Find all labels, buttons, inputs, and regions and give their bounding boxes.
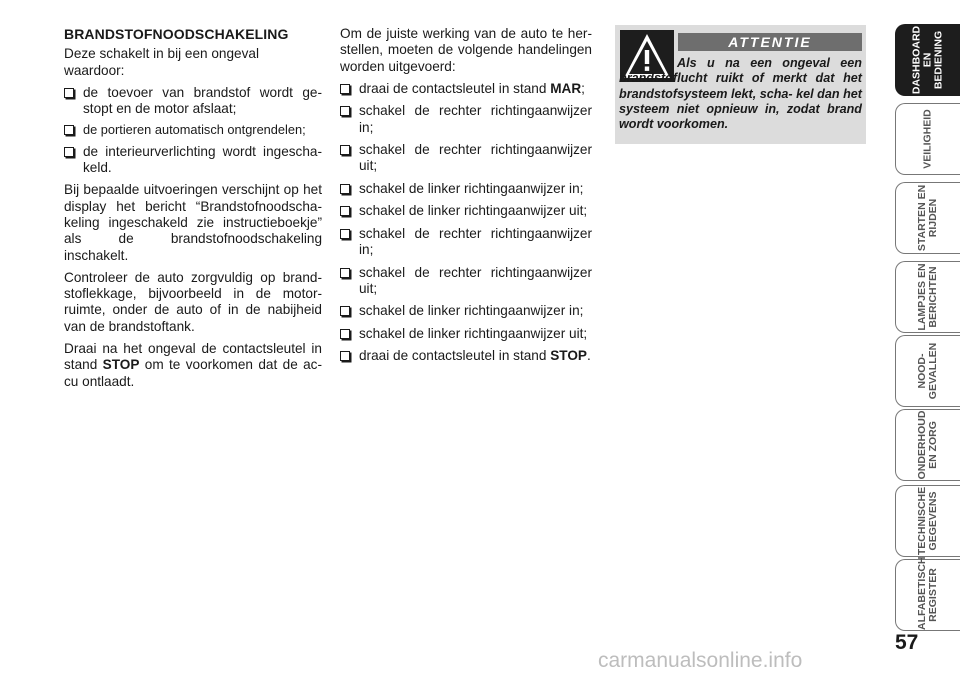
paragraph: Draai na het ongeval de contactsleutel in stand STOP om te voorkomen dat de ac- cu ontlaadt. [64,341,323,389]
list-item: schakel de rechter richtingaanwijzer uit; [340,142,592,175]
list-item: schakel de rechter richtingaanwijzer in; [340,226,592,259]
list-item: schakel de linker richtingaanwijzer uit; [340,326,592,342]
checkbox-bullet-icon [340,229,350,239]
watermark: carmanualsonline.info [598,649,803,672]
intro-text: Deze schakelt in bij een ongeval waardoor: [64,46,259,78]
right-column [340,26,592,371]
checkbox-bullet-icon [340,145,350,155]
intro-text: Om de juiste werking van de auto te her- stellen, moeten de volgende handelingen worden uitgevoerd: [340,26,592,74]
left-column [64,26,322,396]
checkbox-bullet-icon [340,306,350,316]
warning-box [615,25,866,144]
checkbox-bullet-icon [340,184,350,194]
list-item: draai de contactsleutel in stand STOP. [340,348,592,364]
tab-starten-en-rijden[interactable]: STARTEN EN RIJDEN [895,182,960,254]
attentie-label: ATTENTIE [678,33,862,51]
checkbox-bullet-icon [340,268,350,278]
warning-text: Als u na een ongeval een brandstoflucht ruikt of merkt dat het brandstofsysteem lekt, scha- kel dan het systeem niet opnieuw in, zodat brand wordt voorkomen. [619,56,862,132]
list-item: de interieurverlichting wordt ingescha- keld. [64,144,322,177]
reset-steps-list [340,81,592,365]
checkbox-bullet-icon [340,329,350,339]
list-item: de toevoer van brandstof wordt ge- stopt en de motor afslaat; [64,85,322,118]
list-item: schakel de rechter richtingaanwijzer uit; [340,265,592,298]
checkbox-bullet-icon [64,88,74,98]
checkbox-bullet-icon [340,106,350,116]
tab-lampjes-en-berichten[interactable]: LAMPJES EN BERICHTEN [895,261,960,333]
list-item: draai de contactsleutel in stand MAR; [340,81,592,97]
list-item: schakel de linker richtingaanwijzer in; [340,303,592,319]
paragraph: Bij bepaalde uitvoeringen verschijnt op het display het bericht “Brandstofnoodscha- keling ingeschakeld zie instructieboekje” als de brandstofnoodschakeling inschakelt. [64,182,322,263]
tab-alfabetisch-register[interactable]: ALFABETISCH REGISTER [895,559,960,631]
list-item: schakel de linker richtingaanwijzer in; [340,181,592,197]
list-item: de portieren automatisch ontgrendelen; [64,122,322,138]
tab-onderhoud-en-zorg[interactable]: ONDERHOUD EN ZORG [895,409,960,481]
paragraph: Controleer de auto zorgvuldig op brand- stoflekkage, bijvoorbeeld in de motor- ruimte, onder de auto of in de nabijheid van de brandstoftank. [64,269,322,334]
checkbox-bullet-icon [340,206,350,216]
checkbox-bullet-icon [340,84,350,94]
tab-veiligheid[interactable]: VEILIGHEID [895,103,960,175]
list-item: schakel de linker richtingaanwijzer uit; [340,203,592,219]
checkbox-bullet-icon [340,351,350,361]
tab-technische-gegevens[interactable]: TECHNISCHE GEGEVENS [895,485,960,557]
consequence-list [64,85,322,176]
checkbox-bullet-icon [64,125,74,135]
checkbox-bullet-icon [64,147,74,157]
tab-noodgevallen[interactable]: NOOD- GEVALLEN [895,335,960,407]
section-heading: BRANDSTOFNOODSCHAKELING [64,26,289,42]
tab-dashboard[interactable]: DASHBOARD EN BEDIENING [895,24,960,96]
page-number: 57 [895,631,919,654]
list-item: schakel de rechter richtingaanwijzer in; [340,103,592,136]
